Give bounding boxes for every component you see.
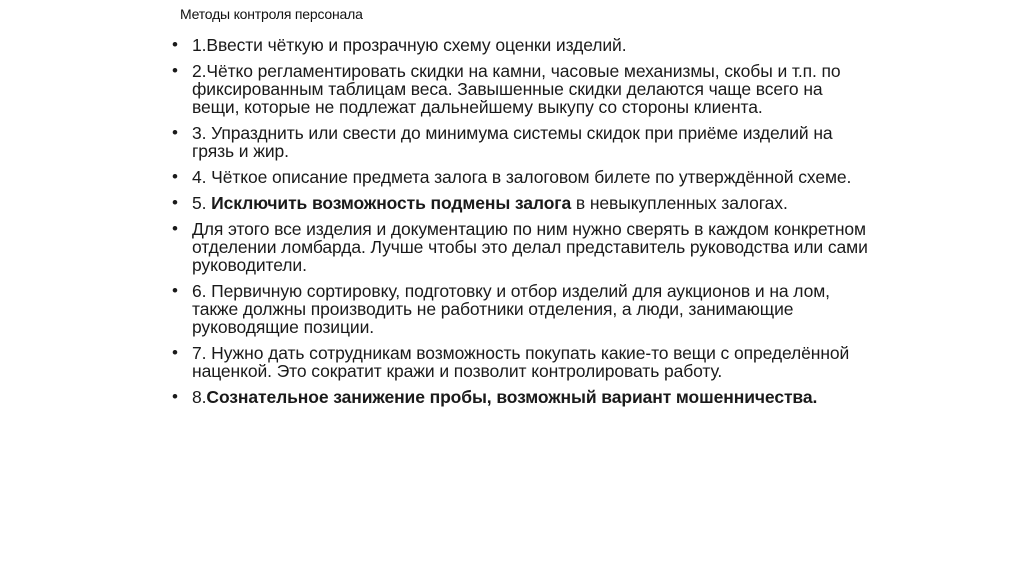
- bullet-icon: •: [172, 343, 178, 362]
- bullet-icon: •: [172, 219, 178, 238]
- list-item: [168, 124, 868, 160]
- slide-title: Методы контроля персонала: [180, 6, 363, 22]
- item-prefix: 8.: [192, 387, 207, 407]
- list-item: [168, 388, 868, 406]
- item-text: 3. Упразднить или свести до минимума системы скидок при приёме изделий на грязь и жир.: [192, 123, 833, 161]
- list-item: [168, 36, 868, 54]
- list-item: [168, 62, 868, 116]
- bullet-icon: •: [172, 35, 178, 54]
- list-item: [168, 220, 868, 274]
- list-item: [168, 194, 868, 212]
- item-text: Для этого все изделия и документацию по ним нужно сверять в каждом конкретном отделении ломбарда. Лучше чтобы это делал представитель руководства или сами руководители.: [192, 219, 868, 275]
- item-suffix: в невыкупленных залогах.: [571, 193, 788, 213]
- item-text: 4. Чёткое описание предмета залога в залоговом билете по утверждённой схеме.: [192, 167, 852, 187]
- item-text: 6. Первичную сортировку, подготовку и отбор изделий для аукционов и на лом, также должны производить не работники отделения, а люди, занимающие руководящие позиции.: [192, 281, 830, 337]
- list-item: [168, 344, 868, 380]
- bullet-icon: •: [172, 123, 178, 142]
- item-prefix: 5.: [192, 193, 212, 213]
- bullet-icon: •: [172, 281, 178, 300]
- bullet-icon: •: [172, 193, 178, 212]
- bullet-icon: •: [172, 167, 178, 186]
- bullet-list: [168, 36, 868, 414]
- bullet-icon: •: [172, 387, 178, 406]
- item-text: 7. Нужно дать сотрудникам возможность покупать какие-то вещи с определённой наценкой. Это сократит кражи и позволит контролировать работу.: [192, 343, 850, 381]
- item-bold-text: Сознательное занижение пробы, возможный вариант мошенничества.: [206, 387, 818, 407]
- bullet-icon: •: [172, 61, 178, 80]
- list-item: [168, 282, 868, 336]
- item-text: 1.Ввести чёткую и прозрачную схему оценки изделий.: [192, 35, 627, 55]
- item-bold-text: Исключить возможность подмены залога: [211, 193, 572, 213]
- list-item: [168, 168, 868, 186]
- item-text: 2.Чётко регламентировать скидки на камни, часовые механизмы, скобы и т.п. по фиксированным таблицам веса. Завышенные скидки делаются чаще всего на вещи, которые не подлежат дальнейшему выкупу со стороны клиента.: [192, 61, 841, 117]
